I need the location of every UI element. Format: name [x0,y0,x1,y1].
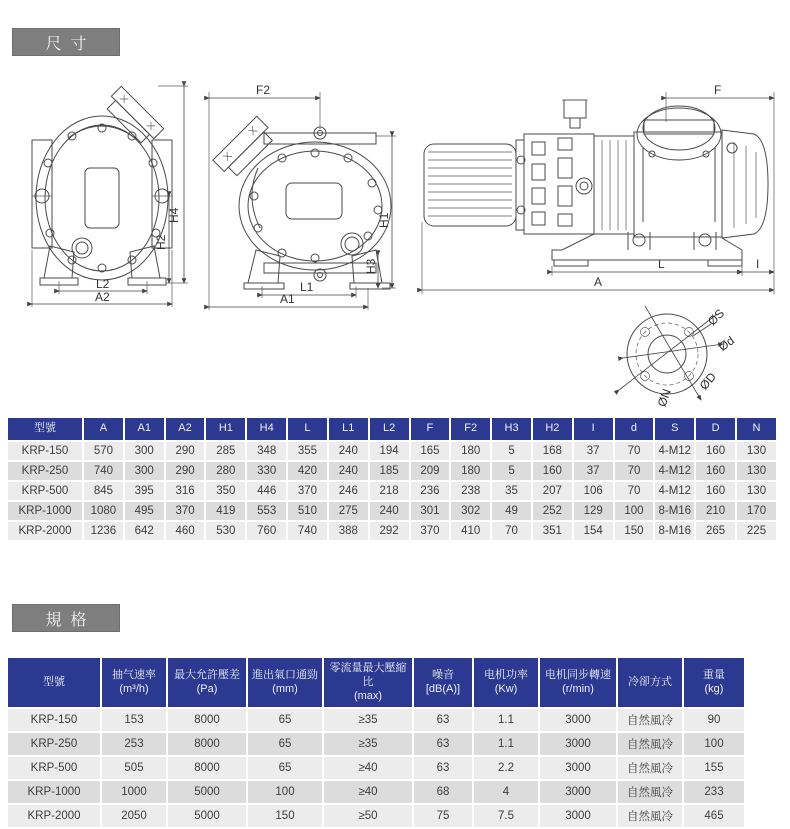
model-cell: KRP-2000 [8,522,82,540]
value-cell: 530 [206,522,245,540]
dim-label-h3: H3 [364,258,378,274]
value-cell: 1080 [84,502,123,520]
column-header: A [84,418,123,440]
value-cell: 410 [451,522,490,540]
model-cell: KRP-2000 [8,805,100,827]
dim-label-i: I [756,257,760,271]
value-cell: 5000 [168,781,246,803]
value-cell: 160 [696,482,735,500]
dim-label-a: A [594,275,603,289]
model-cell: KRP-1000 [8,502,82,520]
value-cell: 100 [615,502,654,520]
column-header: H1 [206,418,245,440]
value-cell: 5 [492,462,531,480]
flange-label-s: ØS [704,306,728,329]
value-cell: 240 [329,462,368,480]
column-header: 冷卻方式 [618,658,682,707]
dim-label-f: F [714,83,722,97]
value-cell: 292 [370,522,409,540]
value-cell: 185 [370,462,409,480]
pump-front-view-drawing [8,78,200,310]
column-header: L1 [329,418,368,440]
table-row [8,462,776,480]
value-cell: 246 [329,482,368,500]
model-cell: KRP-150 [8,709,100,731]
dim-label-h1: H1 [377,212,391,228]
table-row [8,781,744,803]
value-cell: 5 [492,442,531,460]
model-cell: KRP-500 [8,757,100,779]
column-header: 最大允許壓差 (Pa) [168,658,246,707]
value-cell: 70 [615,462,654,480]
value-cell: 240 [329,442,368,460]
value-cell: 150 [615,522,654,540]
column-header: 电机同步轉速 (r/min) [540,658,616,707]
column-header: 重量 (kg) [684,658,744,707]
column-header: H3 [492,418,531,440]
column-header: F [411,418,450,440]
column-header: N [737,418,776,440]
value-cell: 740 [288,522,327,540]
value-cell: 465 [684,805,744,827]
column-header: d [615,418,654,440]
value-cell: 350 [206,482,245,500]
value-cell: 70 [615,482,654,500]
specifications-table [6,656,746,829]
value-cell: 3000 [540,733,616,755]
value-cell: 252 [533,502,572,520]
value-cell: 1.1 [474,733,538,755]
value-cell: 65 [248,757,322,779]
value-cell: 285 [206,442,245,460]
value-cell: 130 [737,442,776,460]
value-cell: 180 [451,462,490,480]
dim-label-l2: L2 [96,277,110,291]
value-cell: 207 [533,482,572,500]
value-cell: 4-M12 [655,462,694,480]
value-cell: 65 [248,709,322,731]
value-cell: 100 [684,733,744,755]
value-cell: 370 [288,482,327,500]
table-row [8,442,776,460]
value-cell: 348 [247,442,286,460]
column-header: H2 [533,418,572,440]
value-cell: 446 [247,482,286,500]
value-cell: 8-M16 [655,502,694,520]
value-cell: 180 [451,442,490,460]
table-row [8,805,744,827]
value-cell: 8000 [168,733,246,755]
dimensions-table-header-row [8,418,776,440]
value-cell: ≥35 [324,709,412,731]
value-cell: 370 [411,522,450,540]
value-cell: 355 [288,442,327,460]
value-cell: 194 [370,442,409,460]
table-row [8,733,744,755]
dimensions-table [6,416,778,542]
value-cell: 300 [125,442,164,460]
value-cell: 236 [411,482,450,500]
value-cell: 570 [84,442,123,460]
column-header: 电机功率 (Kw) [474,658,538,707]
dim-label-l1: L1 [300,280,314,294]
value-cell: 3000 [540,781,616,803]
specifications-section-title: 規格 [12,604,120,632]
value-cell: 8000 [168,757,246,779]
value-cell: 553 [247,502,286,520]
value-cell: 740 [84,462,123,480]
value-cell: 8-M16 [655,522,694,540]
value-cell: 63 [414,757,472,779]
value-cell: 160 [533,462,572,480]
value-cell: 129 [574,502,613,520]
value-cell: 自然風冷 [618,733,682,755]
value-cell: 420 [288,462,327,480]
value-cell: 63 [414,733,472,755]
column-header: L2 [370,418,409,440]
value-cell: 1000 [102,781,166,803]
value-cell: ≥40 [324,781,412,803]
value-cell: 395 [125,482,164,500]
value-cell: 37 [574,442,613,460]
value-cell: 165 [411,442,450,460]
value-cell: 150 [248,805,322,827]
value-cell: 388 [329,522,368,540]
value-cell: 1236 [84,522,123,540]
column-header: L [288,418,327,440]
value-cell: 106 [574,482,613,500]
value-cell: 153 [102,709,166,731]
pump-top-port-view-drawing [200,78,402,310]
value-cell: 233 [684,781,744,803]
column-header: A2 [166,418,205,440]
value-cell: 265 [696,522,735,540]
model-cell: KRP-250 [8,733,100,755]
column-header: H4 [247,418,286,440]
value-cell: 210 [696,502,735,520]
value-cell: 3000 [540,805,616,827]
value-cell: 2.2 [474,757,538,779]
value-cell: 505 [102,757,166,779]
value-cell: 70 [615,442,654,460]
value-cell: 65 [248,733,322,755]
column-header: 型號 [8,418,82,440]
value-cell: 70 [492,522,531,540]
value-cell: 35 [492,482,531,500]
dim-label-l: L [658,257,665,271]
column-header: 型號 [8,658,100,707]
value-cell: 75 [414,805,472,827]
value-cell: 7.5 [474,805,538,827]
value-cell: 1.1 [474,709,538,731]
value-cell: 330 [247,462,286,480]
value-cell: 155 [684,757,744,779]
value-cell: ≥40 [324,757,412,779]
value-cell: 4 [474,781,538,803]
value-cell: 8000 [168,709,246,731]
value-cell: 170 [737,502,776,520]
column-header: F2 [451,418,490,440]
value-cell: 238 [451,482,490,500]
value-cell: 4-M12 [655,482,694,500]
column-header: D [696,418,735,440]
value-cell: 290 [166,462,205,480]
dim-label-a1: A1 [280,292,295,306]
dim-label-h4: H4 [167,207,181,223]
pump-side-view-drawing [412,82,784,298]
value-cell: 130 [737,482,776,500]
value-cell: 845 [84,482,123,500]
specifications-table-header-row [8,658,744,707]
column-header: 噪音 [dB(A)] [414,658,472,707]
model-cell: KRP-1000 [8,781,100,803]
value-cell: 253 [102,733,166,755]
model-cell: KRP-250 [8,462,82,480]
value-cell: ≥50 [324,805,412,827]
value-cell: 自然風冷 [618,757,682,779]
column-header: A1 [125,418,164,440]
value-cell: 100 [248,781,322,803]
value-cell: 160 [696,442,735,460]
value-cell: 5000 [168,805,246,827]
value-cell: 510 [288,502,327,520]
value-cell: 2050 [102,805,166,827]
column-header: I [574,418,613,440]
value-cell: 275 [329,502,368,520]
value-cell: 4-M12 [655,442,694,460]
value-cell: 130 [737,462,776,480]
column-header: 抽气速率 (m³/h) [102,658,166,707]
value-cell: 300 [125,462,164,480]
value-cell: 209 [411,462,450,480]
model-cell: KRP-500 [8,482,82,500]
dim-label-f2: F2 [256,83,271,97]
value-cell: 168 [533,442,572,460]
table-row [8,522,776,540]
value-cell: 自然風冷 [618,709,682,731]
table-row [8,709,744,731]
value-cell: 自然風冷 [618,805,682,827]
value-cell: 301 [411,502,450,520]
value-cell: 3000 [540,757,616,779]
value-cell: 154 [574,522,613,540]
value-cell: 495 [125,502,164,520]
value-cell: 290 [166,442,205,460]
flange-label-d-big: ØD [696,369,720,393]
value-cell: 37 [574,462,613,480]
value-cell: 160 [696,462,735,480]
value-cell: 351 [533,522,572,540]
column-header: S [655,418,694,440]
value-cell: 316 [166,482,205,500]
value-cell: 3000 [540,709,616,731]
value-cell: 760 [247,522,286,540]
dimensions-section-title: 尺寸 [12,28,120,56]
value-cell: 280 [206,462,245,480]
table-row [8,502,776,520]
value-cell: 460 [166,522,205,540]
value-cell: 218 [370,482,409,500]
table-row [8,757,744,779]
value-cell: 63 [414,709,472,731]
column-header: 進出氣口通勁 (mm) [248,658,322,707]
flange-label-n: ØN [654,386,674,409]
column-header: 零流量最大壓縮比 (max) [324,658,412,707]
value-cell: 68 [414,781,472,803]
flange-label-d-small: Ød [715,333,737,354]
dim-label-h2: H2 [154,234,168,250]
model-cell: KRP-150 [8,442,82,460]
value-cell: 302 [451,502,490,520]
value-cell: 自然風冷 [618,781,682,803]
value-cell: 419 [206,502,245,520]
value-cell: ≥35 [324,733,412,755]
value-cell: 240 [370,502,409,520]
value-cell: 370 [166,502,205,520]
value-cell: 642 [125,522,164,540]
value-cell: 90 [684,709,744,731]
dim-label-a2: A2 [95,290,110,304]
value-cell: 49 [492,502,531,520]
table-row [8,482,776,500]
value-cell: 225 [737,522,776,540]
flange-detail-drawing [605,300,785,408]
